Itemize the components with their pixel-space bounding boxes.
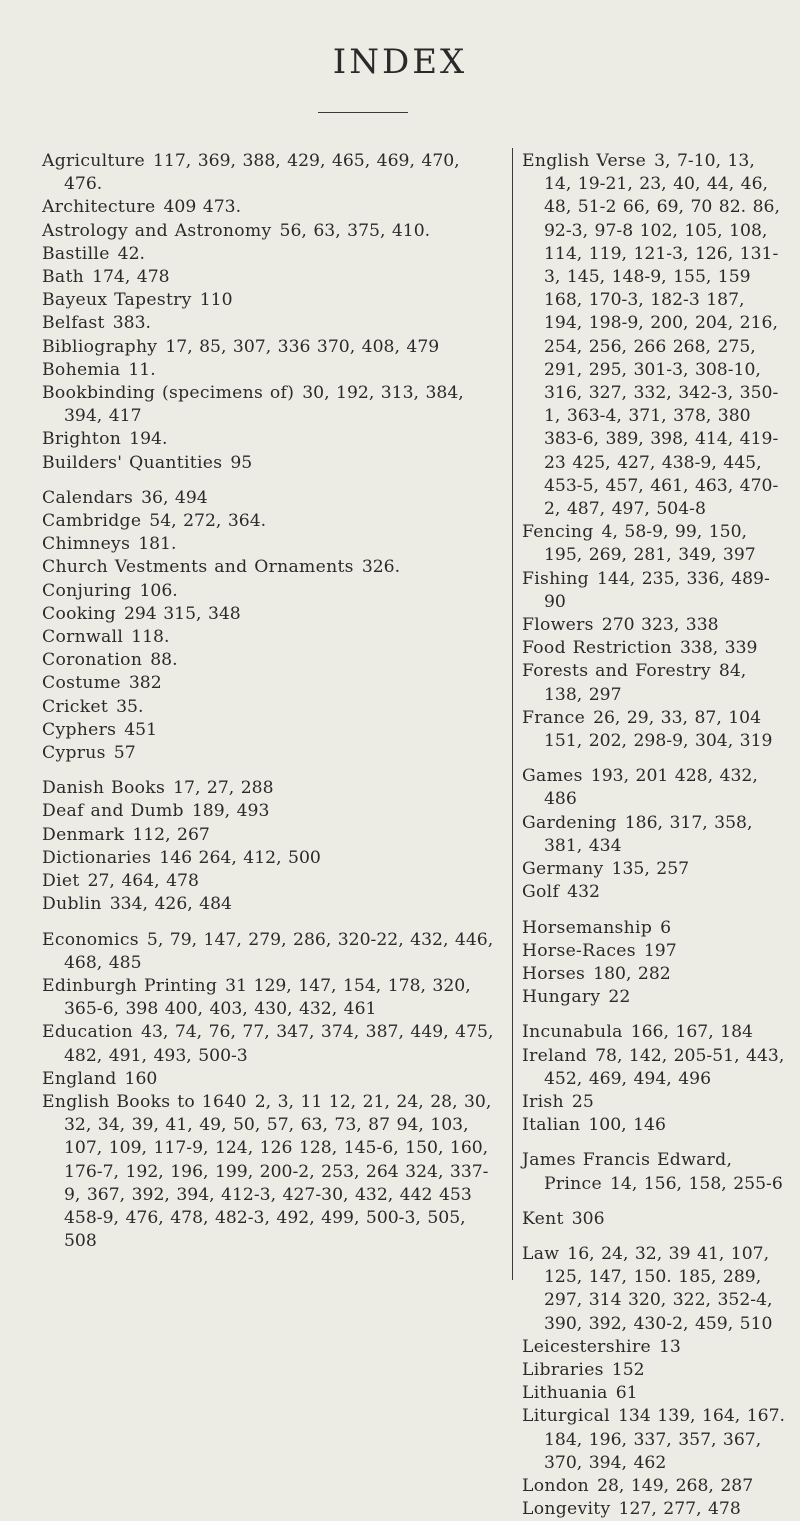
index-term: Bayeux Tapestry [42, 290, 192, 311]
index-entry [522, 1045, 788, 1091]
index-entry [42, 649, 504, 672]
index-term: Forests and Forestry [522, 661, 711, 682]
index-term: London [522, 1475, 590, 1496]
title-rule [318, 112, 408, 113]
index-term: Lithuania [522, 1383, 608, 1404]
index-term: Dictionaries [42, 847, 152, 868]
index-term: Calendars [42, 487, 134, 508]
index-term: Architecture [42, 197, 156, 218]
index-term: James Francis Edward, Prince [522, 1150, 733, 1194]
index-entry [42, 929, 504, 975]
index-term: Danish Books [42, 778, 166, 799]
index-term: Economics [42, 929, 139, 950]
index-term: Diet [42, 871, 80, 892]
index-entry [522, 1243, 788, 1336]
index-pages: 13 [658, 1336, 681, 1357]
index-term: Bohemia [42, 359, 121, 380]
index-entry [42, 1091, 504, 1253]
index-entry [42, 533, 504, 556]
index-pages: 17, 85, 307, 336 370, 408, 479 [165, 336, 440, 357]
index-pages: 43, 74, 76, 77, 347, 374, 387, 449, 475, 482, 491, 493, 500-3 [64, 1022, 494, 1066]
index-entry [522, 1359, 788, 1382]
column-divider [512, 148, 513, 1280]
index-term: Fencing [522, 522, 594, 543]
index-term: Longevity [522, 1499, 611, 1520]
index-entry [522, 917, 788, 940]
section-gap [522, 1231, 788, 1243]
index-pages: 25 [571, 1091, 594, 1112]
index-entry [522, 707, 788, 753]
index-pages: 186, 317, 358, 381, 434 [544, 812, 753, 856]
index-term: Horses [522, 963, 586, 984]
index-pages: 78, 142, 205-51, 443, 452, 469, 494, 496 [544, 1045, 785, 1089]
index-pages: 127, 277, 478 [618, 1499, 741, 1520]
index-entry [42, 336, 504, 359]
index-pages: 294 315, 348 [123, 603, 241, 624]
index-pages: 95 [230, 452, 253, 473]
index-term: Agriculture [42, 151, 145, 171]
index-pages: 189, 493 [191, 801, 270, 822]
index-pages: 409 473. [163, 197, 242, 218]
index-entry [522, 1091, 788, 1114]
index-pages: 11. [128, 359, 156, 380]
index-entry [42, 312, 504, 335]
index-term: Gardening [522, 812, 617, 833]
index-pages: 35. [116, 696, 144, 717]
index-term: Cooking [42, 603, 116, 624]
index-pages: 181. [138, 534, 177, 555]
index-entry [522, 1336, 788, 1359]
index-term: Cyprus [42, 743, 106, 764]
index-term: Cornwall [42, 627, 124, 648]
index-pages: 180, 282 [593, 963, 671, 984]
index-term: Flowers [522, 615, 594, 636]
index-pages: 334, 426, 484 [109, 894, 232, 915]
index-pages: 16, 24, 32, 39 41, 107, 125, 147, 150. 185, 289, 297, 314 320, 322, 352-4, 390, 392, 430-2, 459, 510 [544, 1243, 773, 1334]
index-pages: 3, 7-10, 13, 14, 19-21, 23, 40, 44, 46, 48, 51-2 66, 69, 70 82. 86, 92-3, 97-8 102, 105, 108, 114, 119, 121-3, 126, 131-3, 145, 148-9, 155, 159 168, 170-3, 182-3 187, 194, 198-9, 200, 204, 216, 254, 256, 266 268, 275, 291, 295, 301-3, 308-10, 316, 327, 332, 342-3, 350-1, 363-4, 371, 378, 380 383-6, 389, 398, 414, 419-23 425, 427, 438-9, 445, 453-5, 457, 461, 463, 470-2, 487, 497, 504-8 [544, 151, 780, 520]
index-term: Irish [522, 1091, 564, 1112]
index-term: Cyphers [42, 719, 117, 740]
index-term: Chimneys [42, 534, 131, 555]
index-term: Cambridge [42, 511, 142, 532]
index-term: Edinburgh Printing [42, 975, 218, 996]
index-term: England [42, 1068, 117, 1089]
index-term: Law [522, 1243, 560, 1264]
index-entry [522, 614, 788, 637]
index-term: Germany [522, 859, 604, 880]
index-entry [522, 986, 788, 1009]
index-term: English Verse [522, 151, 647, 171]
index-pages: 30, 192, 313, 384, 394, 417 [64, 383, 464, 427]
index-entry [522, 1382, 788, 1405]
index-entry [42, 824, 504, 847]
index-pages: 160 [124, 1068, 158, 1089]
index-entry [42, 719, 504, 742]
index-entry [42, 487, 504, 510]
index-entry [42, 893, 504, 916]
section-gap [522, 905, 788, 917]
index-pages: 383. [112, 313, 152, 334]
index-entry [42, 452, 504, 475]
index-pages: 166, 167, 184 [630, 1022, 753, 1043]
index-pages: 54, 272, 364. [149, 511, 267, 532]
index-term: Education [42, 1022, 134, 1043]
section-gap [42, 475, 504, 487]
index-pages: 134 139, 164, 167. 184, 196, 337, 357, 367, 370, 394, 462 [544, 1406, 785, 1473]
index-entry [522, 521, 788, 567]
index-term: Deaf and Dumb [42, 801, 184, 822]
index-entry [42, 220, 504, 243]
index-entry [522, 881, 788, 904]
index-entry [42, 1021, 504, 1067]
index-entry [42, 382, 504, 428]
index-term: Bookbinding (specimens of) [42, 383, 295, 404]
index-term: Incunabula [522, 1022, 623, 1043]
index-entry [522, 660, 788, 706]
index-term: Kent [522, 1208, 564, 1229]
index-term: Conjuring [42, 580, 132, 601]
index-column-right [522, 150, 788, 1521]
index-pages: 146 264, 412, 500 [159, 847, 321, 868]
index-pages: 100, 146 [588, 1115, 666, 1136]
index-term: Church Vestments and Ornaments [42, 557, 354, 578]
index-entry [42, 1068, 504, 1091]
index-entry [42, 672, 504, 695]
index-entry [42, 847, 504, 870]
index-pages: 432 [567, 882, 600, 903]
index-entry [42, 742, 504, 765]
index-pages: 42. [117, 243, 146, 264]
index-term: Ireland [522, 1045, 588, 1066]
index-pages: 326. [361, 557, 401, 578]
index-pages: 193, 201 428, 432, 486 [544, 766, 758, 810]
index-pages: 6 [660, 917, 672, 938]
index-pages: 197 [643, 940, 677, 961]
index-entry [42, 266, 504, 289]
index-entry [42, 556, 504, 579]
index-pages: 2, 3, 11 12, 21, 24, 28, 30, 32, 34, 39, 41, 49, 50, 57, 63, 73, 87 94, 103, 107, 109, 117-9, 124, 126 128, 145-6, 150, 160, 176-7, 192, 196, 199, 200-2, 253, 264 324, 337-9, 367, 392, 394, 412-3, 427-30, 432, 442 453 458-9, 476, 478, 482-3, 492, 499, 500-3, 505, 508 [64, 1091, 492, 1252]
index-pages: 5, 79, 147, 279, 286, 320-22, 432, 446, 468, 485 [64, 929, 494, 973]
index-term: English Books to 1640 [42, 1091, 247, 1112]
index-pages: 144, 235, 336, 489-90 [544, 568, 770, 612]
index-term: Games [522, 766, 583, 787]
index-pages: 270 323, 338 [601, 615, 719, 636]
index-term: Horse-Races [522, 940, 636, 961]
index-entry [522, 940, 788, 963]
index-term: Belfast [42, 313, 105, 334]
index-pages: 306 [571, 1208, 605, 1229]
index-term: France [522, 707, 586, 728]
index-term: Libraries [522, 1359, 604, 1380]
index-term: Liturgical [522, 1406, 610, 1427]
index-pages: 17, 27, 288 [173, 778, 274, 799]
section-gap [42, 917, 504, 929]
index-entry [522, 858, 788, 881]
index-term: Fishing [522, 568, 589, 589]
index-pages: 135, 257 [611, 859, 690, 880]
index-pages: 28, 149, 268, 287 [597, 1475, 754, 1496]
index-entry [522, 637, 788, 660]
index-entry [42, 359, 504, 382]
index-term: Cricket [42, 696, 109, 717]
index-term: Dublin [42, 894, 102, 915]
index-term: Italian [522, 1115, 581, 1136]
index-pages: 338, 339 [679, 638, 758, 659]
index-pages: 110 [199, 290, 233, 311]
index-term: Horsemanship [522, 917, 653, 938]
section-gap [522, 1137, 788, 1149]
index-entry [42, 975, 504, 1021]
index-pages: 31 129, 147, 154, 178, 320, 365-6, 398 400, 403, 430, 432, 461 [64, 975, 471, 1020]
index-entry [42, 626, 504, 649]
index-pages: 57 [113, 743, 136, 764]
index-entry [42, 150, 504, 196]
index-entry [42, 603, 504, 626]
index-entry [522, 1114, 788, 1137]
index-term: Builders' Quantities [42, 452, 223, 473]
index-pages: 84, 138, 297 [544, 661, 747, 705]
index-entry [42, 870, 504, 893]
index-pages: 382 [128, 673, 162, 694]
index-entry [42, 800, 504, 823]
index-entry [522, 1208, 788, 1231]
section-gap [522, 1196, 788, 1208]
index-column-left [42, 150, 504, 1253]
index-pages: 174, 478 [92, 267, 170, 288]
index-term: Bath [42, 267, 85, 288]
index-entry [42, 196, 504, 219]
index-pages: 88. [150, 650, 178, 671]
index-pages: 194. [129, 429, 168, 450]
index-entry [522, 1021, 788, 1044]
index-pages: 26, 29, 33, 87, 104 151, 202, 298-9, 304, 319 [544, 707, 773, 752]
index-pages: 117, 369, 388, 429, 465, 469, 470, 476. [64, 151, 460, 195]
index-pages: 36, 494 [141, 487, 208, 508]
index-entry [522, 765, 788, 811]
index-pages: 61 [615, 1383, 638, 1404]
index-term: Denmark [42, 824, 125, 845]
index-entry [522, 1475, 788, 1498]
index-entry [522, 150, 788, 521]
index-entry [42, 428, 504, 451]
index-pages: 112, 267 [132, 824, 210, 845]
index-entry [42, 696, 504, 719]
index-term: Golf [522, 882, 560, 903]
index-pages: 451 [124, 719, 158, 740]
index-entry [522, 812, 788, 858]
index-entry [522, 1149, 788, 1195]
page-title: INDEX [332, 42, 468, 82]
index-term: Astrology and Astronomy [42, 220, 272, 241]
index-pages: 22 [608, 987, 631, 1008]
section-gap [42, 765, 504, 777]
index-entry [42, 243, 504, 266]
index-pages: 4, 58-9, 99, 150, 195, 269, 281, 349, 397 [544, 522, 756, 566]
index-term: Hungary [522, 987, 601, 1008]
index-term: Bastille [42, 243, 110, 264]
index-term: Food Restriction [522, 638, 672, 659]
index-pages: 118. [131, 627, 170, 648]
index-entry [42, 289, 504, 312]
index-pages: 14, 156, 158, 255-6 [609, 1173, 783, 1194]
index-entry [522, 568, 788, 614]
index-term: Brighton [42, 429, 122, 450]
section-gap [522, 1009, 788, 1021]
index-entry [522, 1405, 788, 1475]
index-pages: 106. [139, 580, 178, 601]
index-term: Leicestershire [522, 1336, 651, 1357]
index-entry [42, 580, 504, 603]
index-term: Coronation [42, 650, 143, 671]
index-entry [42, 510, 504, 533]
index-pages: 56, 63, 375, 410. [279, 220, 431, 241]
index-pages: 152 [611, 1359, 645, 1380]
index-pages: 27, 464, 478 [87, 871, 199, 892]
index-entry [522, 1498, 788, 1521]
index-entry [42, 777, 504, 800]
index-entry [522, 963, 788, 986]
section-gap [522, 753, 788, 765]
index-term: Costume [42, 673, 121, 694]
index-term: Bibliography [42, 336, 158, 357]
